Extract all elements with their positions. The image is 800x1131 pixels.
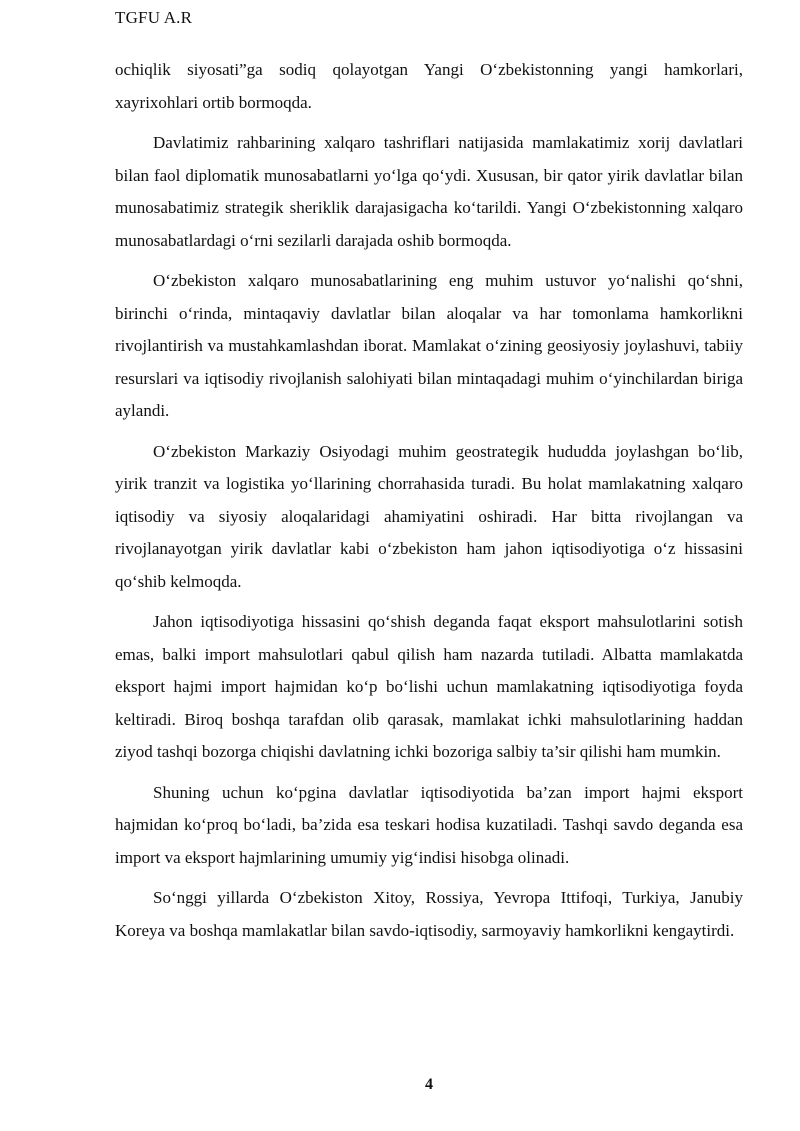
- paragraph-trade-partners: So‘nggi yillarda O‘zbekiston Xitoy, Rossiya, Yevropa Ittifoqi, Turkiya, Janubiy Koreya va boshqa mamlakatlar bilan savdo-iqtisodiy, sarmoyaviy hamkorlikni kengaytirdi.: [115, 888, 743, 940]
- paragraph-world-economy-contribution: Jahon iqtisodiyotiga hissasini qo‘shish deganda faqat eksport mahsulotlarini sotish emas, balki import mahsulotlari qabul qilish ham nazarda tutiladi. Albatta mamlakatda eksport hajmi import hajmidan ko‘p bo‘lishi uchun mamlakatning iqtisodiyotiga foyda keltiradi. Biroq boshqa tarafdan olib qarasak, mamlakat ichki mahsulotlarining haddan ziyod tashqi bozorga chiqishi davlatning ichki bozoriga salbiy ta’sir qilishi ham mumkin.: [115, 612, 743, 761]
- document-body: [115, 54, 743, 955]
- paragraph-continuation: ochiqlik siyosati”ga sodiq qolayotgan Yangi O‘zbekistonning yangi hamkorlari, xayrixohlari ortib bormoqda.: [115, 60, 743, 112]
- paragraph-geostrategic-location: O‘zbekiston Markaziy Osiyodagi muhim geostrategik hududda joylashgan bo‘lib, yirik tranzit va logistika yo‘llarining chorrahasida turadi. Bu holat mamlakatning xalqaro iqtisodiy va siyosiy aloqalaridagi ahamiyatini oshiradi. Har bitta rivojlangan va rivojlanayotgan yirik davlatlar kabi o‘zbekiston ham jahon iqtisodiyotiga o‘z hissasini qo‘shib kelmoqda.: [115, 441, 743, 591]
- paragraph-diplomatic-relations: Davlatimiz rahbarining xalqaro tashriflari natijasida mamlakatimiz xorij davlatlari bilan faol diplomatik munosabatlarni yo‘lga qo‘ydi. Xususan, bir qator yirik davlatlar bilan munosabatimiz strategik sheriklik darajasigacha ko‘tarildi. Yangi O‘zbekistonning xalqaro munosabatlardagi o‘rni sezilarli darajada oshib bormoqda.: [115, 133, 743, 250]
- paragraph-regional-priority: O‘zbekiston xalqaro munosabatlarining eng muhim ustuvor yo‘nalishi qo‘shni, birinchi o‘rinda, mintaqaviy davlatlar bilan aloqalar va har tomonlama hamkorlikni rivojlantirish va mustahkamlashdan iborat. Mamlakat o‘zining geosiyosiy joylashuvi, tabiiy resurslari va iqtisodiy rivojlanish salohiyati bilan mintaqadagi muhim o‘yinchilardan biriga aylandi.: [115, 271, 743, 420]
- page-number: 4: [425, 1076, 433, 1093]
- paragraph-import-export-balance: Shuning uchun ko‘pgina davlatlar iqtisodiyotida ba’zan import hajmi eksport hajmidan ko‘proq bo‘ladi, ba’zida esa teskari hodisa kuzatiladi. Tashqi savdo deganda esa import va eksport hajmlarining umumiy yig‘indisi hisobga olinadi.: [115, 782, 743, 867]
- page-header: TGFU A.R: [115, 8, 193, 27]
